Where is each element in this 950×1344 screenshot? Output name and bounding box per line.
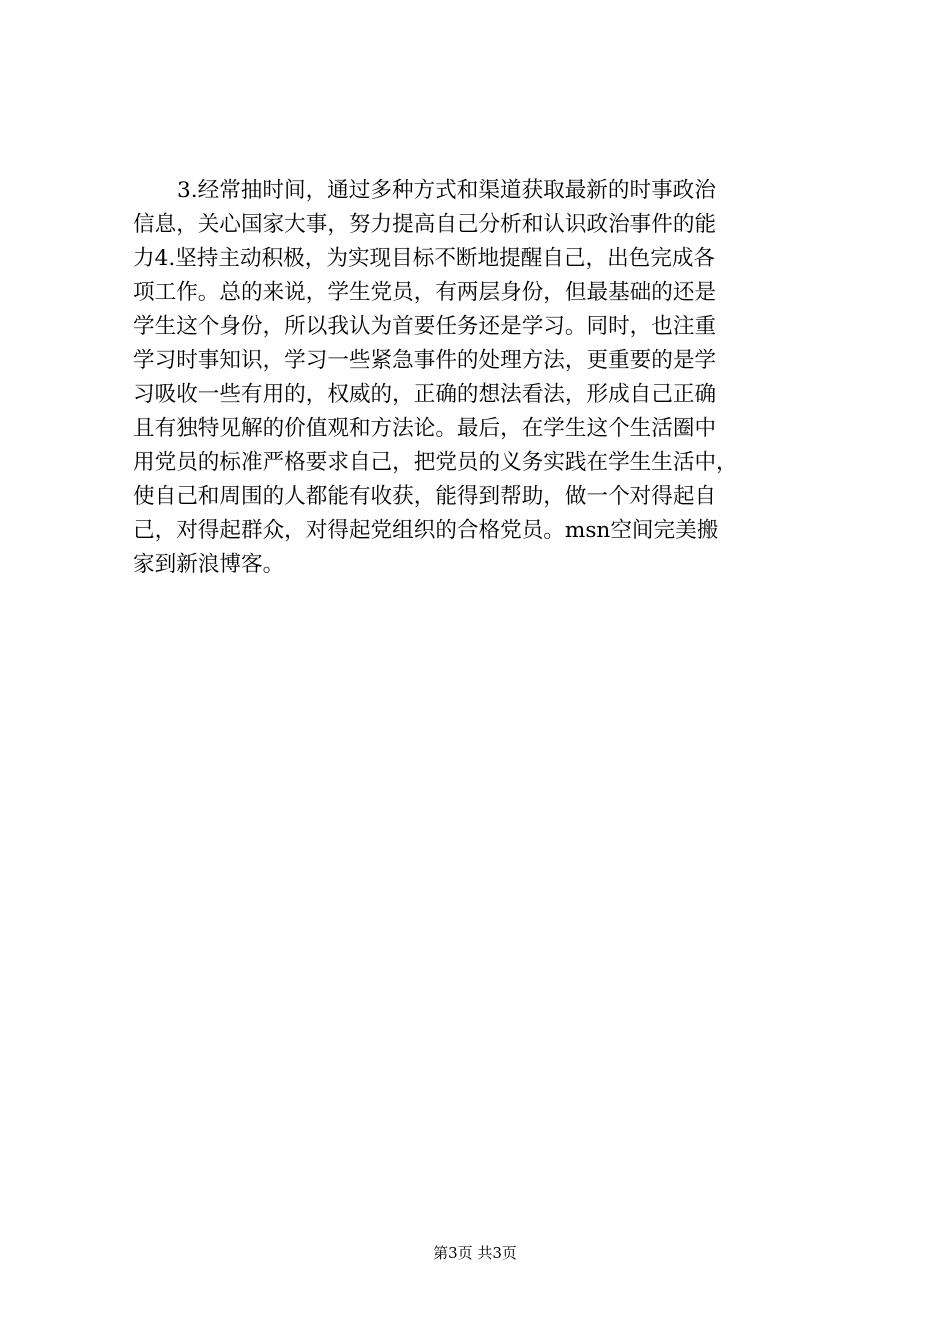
paragraph-line: 3.经常抽时间，通过多种方式和渠道获取最新的时事政治 bbox=[177, 178, 716, 203]
paragraph-line: 用党员的标准严格要求自己，把党员的义务实践在学生生活中， bbox=[133, 450, 738, 475]
paragraph-line: 且有独特见解的价值观和方法论。最后，在学生这个生活圈中 bbox=[133, 416, 717, 441]
paragraph-line: 力4.坚持主动积极，为实现目标不断地提醒自己，出色完成各 bbox=[133, 246, 716, 271]
paragraph-line: 学习时事知识，学习一些紧急事件的处理方法，更重要的是学 bbox=[133, 348, 717, 373]
paragraph-line: 使自己和周围的人都能有收获，能得到帮助，做一个对得起自 bbox=[133, 484, 717, 509]
paragraph-line: 项工作。总的来说，学生党员，有两层身份，但最基础的还是 bbox=[133, 280, 717, 305]
paragraph-line: 学生这个身份，所以我认为首要任务还是学习。同时，也注重 bbox=[133, 314, 717, 339]
paragraph-line: 信息，关心国家大事，努力提高自己分析和认识政治事件的能 bbox=[133, 212, 717, 237]
paragraph-line: 家到新浪博客。 bbox=[133, 552, 285, 577]
body-paragraph bbox=[133, 174, 845, 582]
paragraph-line: 己，对得起群众，对得起党组织的合格党员。msn空间完美搬 bbox=[133, 518, 719, 543]
page-number-footer: 第3页 共3页 bbox=[433, 1244, 517, 1262]
paragraph-line: 习吸收一些有用的，权威的，正确的想法看法，形成自己正确 bbox=[133, 382, 717, 407]
